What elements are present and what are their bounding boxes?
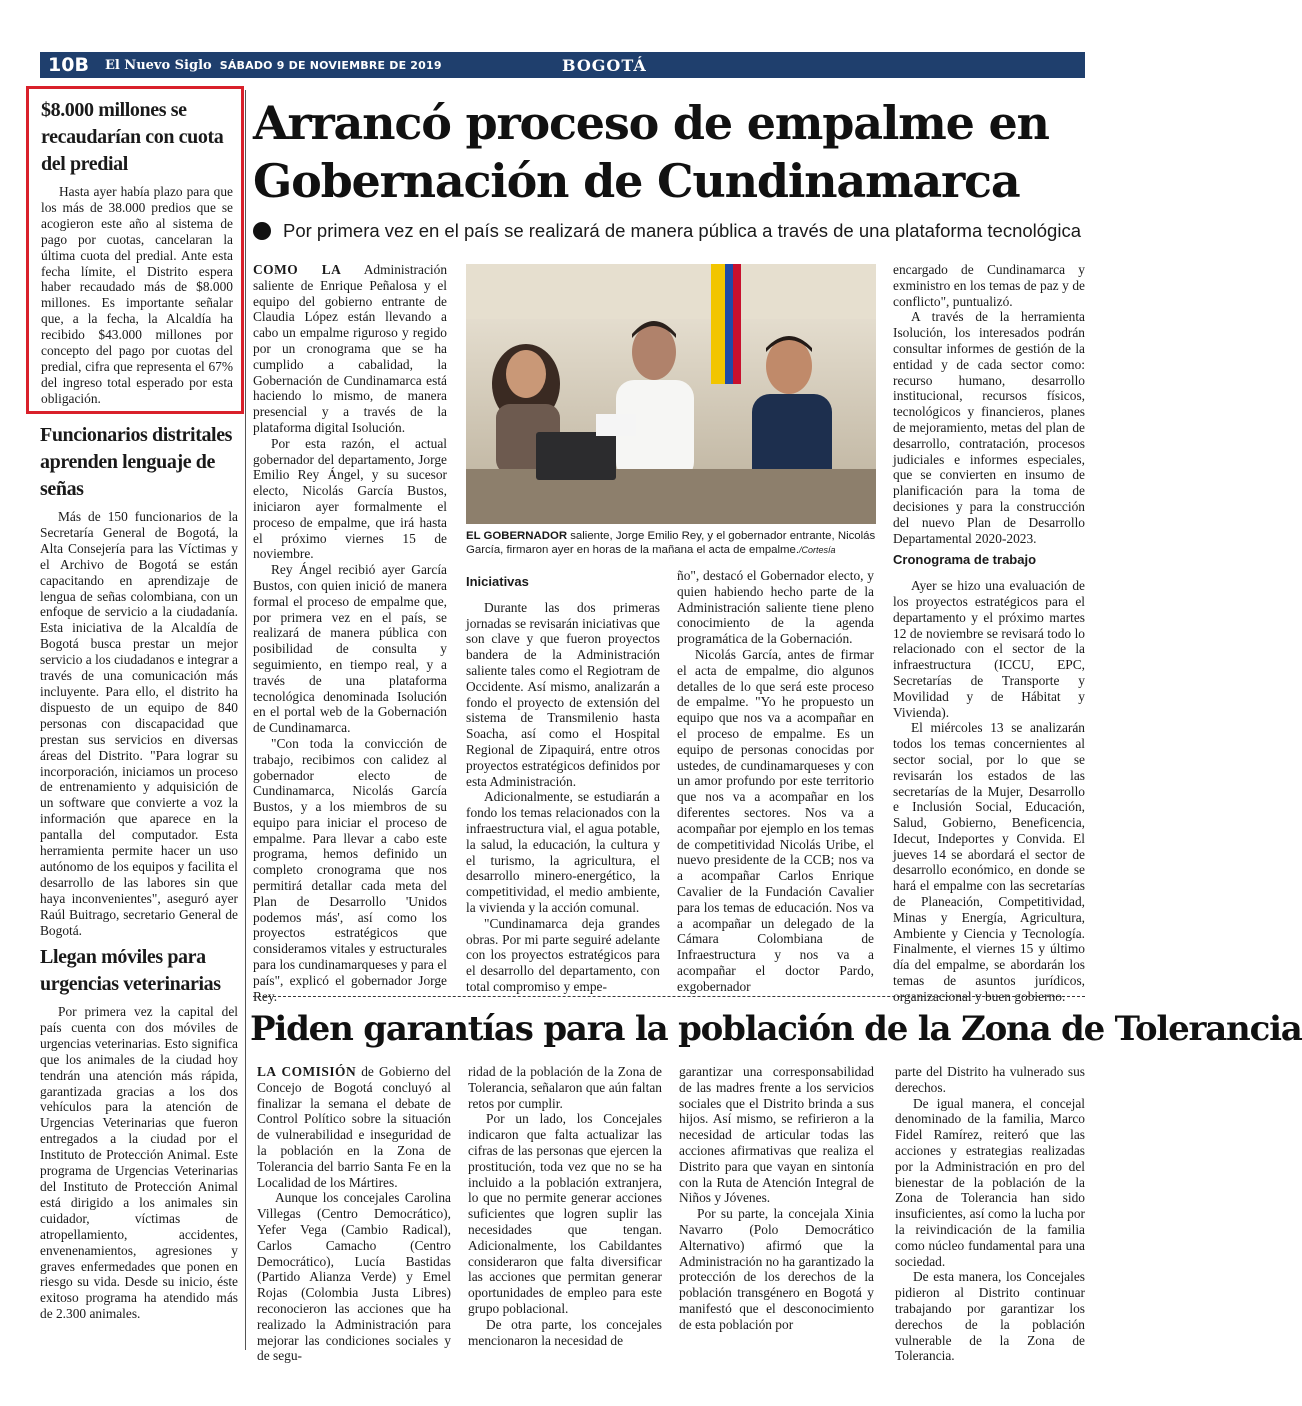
brief-title: Llegan móviles para urgencias veterinarias xyxy=(40,946,221,995)
bullet-icon xyxy=(253,222,271,240)
article-deck xyxy=(253,220,1083,242)
paragraph: El miércoles 13 se analizarán todos los temas concernientes al sector social, por lo que se revisarán los estados de las secretarías de la Mujer, Desarrollo e Inclusión Social, Educación, Salud, Gobierno, Beneficencia, Idecut, Indeportes y Convida. El jueves 14 se abordará el sector de desarrollo económico, en donde se hará el empalme con las secretarías de Planeación, Competitividad, Minas y Energía, Agricultura, Ambiente y Ciencia y Tecnología. Finalmente, el viernes 15 y último día del empalme, se abordarán los temas de asuntos jurídicos, organizacional y buen gobierno. xyxy=(893,720,1085,1004)
subhead: Cronograma de trabajo xyxy=(893,552,1037,568)
brief-text: Por primera vez la capital del país cuenta con dos móviles de urgencias veterinarias. Esto significa que los animales de la ciudad hoy tendrán una atención más rápida, garantizada gracias a los dos vehículos para la atención de Urgencias Veterinarias que fueron entregados a la ciudad por el Instituto de Protección Animal. Este programa de Urgencias Veterinarias del Instituto de Protección Animal está dirigido a los animales sin cuidador, víctimas de atropellamiento, accidentes, envenenamientos, agresiones y graves enfermedades que ponen en riesgo su vida. Desde su inicio, éste exitoso programa ha atendido más de 2.300 animales. xyxy=(40,1004,238,1322)
deck-text: Por primera vez en el país se realizará de manera pública a través de una plataforma tecnológica xyxy=(283,220,1081,241)
article2-column-4 xyxy=(895,1064,1085,1364)
article-column-3 xyxy=(677,568,874,995)
article-column-4 xyxy=(893,262,1085,1005)
section-divider xyxy=(253,996,1085,997)
paragraph: A través de la herramienta Isolución, los interesados podrán consultar informes de gestión de la entidad y de cada sector como: recurso humano, desarrollo institucional, recursos físicos, tecnológicos y financieros, planes de mejoramiento, metas del plan de desarrollo, contratación, procesos judiciales e informes especiales, que se convierten en insumo de planificación para la toma de decisiones y para la construcción del nuevo Plan de Desarrollo Departamental 2020-2023. xyxy=(893,309,1085,546)
caption-lead: EL GOBERNADOR xyxy=(466,530,568,542)
paragraph: Por esta razón, el actual gobernador del departamento, Jorge Emilio Rey Ángel, y su sucesor electo, Nicolás García Bustos, iniciaron ayer formalmente el proceso de empalme, que irá hasta el próximo viernes 15 de noviembre. xyxy=(253,435,447,562)
paragraph: ridad de la población de la Zona de Tolerancia, señalaron que aún faltan retos por cumplir. xyxy=(468,1064,662,1111)
photo-illustration xyxy=(466,264,876,524)
paragraph: Aunque los concejales Carolina Villegas (Centro Democrático), Yefer Vega (Cambio Radical), Carlos Camacho (Centro Democrático), Lucía Bastidas (Partido Alianza Verde) y Emel Rojas (Colombia Justa Libres) reconocieron las acciones que ha realizado la Administración para mejorar las condiciones sociales y de segu- xyxy=(257,1190,451,1364)
paragraph: Por un lado, los Concejales indicaron que falta actualizar las cifras de las personas que ejercen la prostitución, toda vez que no se ha incluido a la población extranjera, lo que no permite generar acciones suficientes que logren suplir las necesidades que tengan. Adicionalmente, los Cabildantes consideraron que falta diversificar las acciones que permitan generar oportunidades de empleo para este grupo poblacional. xyxy=(468,1111,662,1316)
paragraph: Adicionalmente, se estudiarán a fondo los temas relacionados con la infraestructura vial, el agua potable, la salud, la educación, la cultura y el turismo, la agricultura, el desarrollo minero-energético, la competitividad, el medio ambiente, la vivienda y la acción comunal. xyxy=(466,789,660,915)
paragraph: "Con toda la convicción de trabajo, recibimos con calidez al gobernador electo de Cundinamarca, Nicolás García Bustos, y a los miembros de su equipo para iniciar el proceso de empalme. Para llevar a cabo este programa, hemos definido un completo cronograma que nos permitirá detallar cada meta del Plan de Desarrollo 'Unidos podemos más', así como los proyectos estratégicos que consideramos vitales y estructurales para los cundinamarqueses y para el país", explicó el gobernador Jorge Rey. xyxy=(253,735,447,1004)
lead-in: COMO LA xyxy=(253,262,342,277)
article-headline: Arrancó proceso de empalme en Gobernación de Cundinamarca xyxy=(253,96,1049,208)
issue-date: SÁBADO 9 DE NOVIEMBRE DE 2019 xyxy=(219,58,442,72)
article2-column-2 xyxy=(468,1064,662,1348)
photo-credit: /Cortesía xyxy=(799,545,836,555)
photo-caption xyxy=(466,529,876,557)
brief-lenguaje-senas xyxy=(40,422,238,938)
brief-predial xyxy=(26,86,244,414)
article2-column-1 xyxy=(257,1064,451,1364)
column-divider xyxy=(245,90,246,1350)
article-column-2 xyxy=(466,568,660,995)
article-headline-2: Piden garantías para la población de la Zona de Tolerancia xyxy=(250,1009,1302,1049)
paragraph: parte del Distrito ha vulnerado sus derechos. xyxy=(895,1064,1085,1095)
brief-title: Funcionarios distritales aprenden lenguaje de señas xyxy=(40,424,233,500)
brief-text: Más de 150 funcionarios de la Secretaría General de Bogotá, la Alta Consejería para las Víctimas y el Archivo de Bogotá se están capacitando en aprendizaje de lengua de señas colombiana, con un enfoque de servicio a la ciudadanía. Esta iniciativa de la Alcaldía de Bogotá busca prestar un mejor servicio a los ciudadanos e integrar a través de una comunicación más incluyente. Para ello, el distrito ha dispuesto de un equipo de 840 personas con discapacidad que prestan sus servicios en diversas áreas del Distrito. "Para lograr su incorporación, iniciamos un proceso de entrenamiento y adquisición de un software que convierte a voz la información que aparece en la pantalla del computador. Esta herramienta permite hacer un uso autónomo de los equipos y facilita el desarrollo de las labores sin que haya inconvenientes", aseguró ayer Raúl Buitrago, secretario General de Bogotá. xyxy=(40,509,238,938)
paragraph: Durante las dos primeras jornadas se revisarán iniciativas que son clave y que fueron proyectos bandera de la Administración saliente tales como el Regiotram de Occidente. Así mismo, analizarán a fondo el proyecto de extensión del sistema de Transmilenio hasta Soacha, así como el Hospital Regional de Zipaquirá, entre otros proyectos estratégicos definidos por esta Administración. xyxy=(466,599,660,789)
paragraph: ño", destacó el Gobernador electo, y quien habiendo hecho parte de la Administración saliente tiene pleno conocimiento de la agenda programática de la Gobernación. xyxy=(677,568,874,647)
paragraph: De esta manera, los Concejales pidieron al Distrito continuar trabajando por garantizar los derechos de la población vulnerable de la Zona de Tolerancia. xyxy=(895,1269,1085,1364)
paragraph: Nicolás García, antes de firmar el acta de empalme, dio algunos detalles de lo que será este proceso de empalme. "Yo he propuesto un equipo que nos va a acompañar en el proceso de empalme. Es un equipo de personas conocidas por ustedes, de cundinamarqueses y con un amor profundo por este territorio que nos va a acompañar en los diferentes sectores. Nos va a acompañar por ejemplo en los temas de competitividad Nicolás Uribe, el nuevo presidente de la CCB; nos va a acompañar Carlos Enrique Cavalier de la Fundación Cavalier para los temas de educación. Nos va a acompañar un delegado de la Cámara Colombiana de Infraestructura y nos va a acompañar el doctor Pardo, exgobernador xyxy=(677,646,874,994)
paragraph: Rey Ángel recibió ayer García Bustos, con quien inició de manera formal el proceso de empalme que, por primera vez en el país, se realizará de manera pública con posibilidad de consulta y seguimiento, en tiempo real, y a través de una plataforma tecnológica denominada Isolución en el portal web de la Gobernación de Cundinamarca. xyxy=(253,562,447,736)
article-photo xyxy=(466,264,876,524)
paragraph: De otra parte, los concejales mencionaron la necesidad de xyxy=(468,1316,662,1348)
article2-column-3 xyxy=(679,1064,874,1333)
paragraph: garantizar una corresponsabilidad de las madres frente a los servicios sociales que el Distrito brinda a sus hijos. Así mismo, se refirieron a la necesidad de articular todas las acciones afirmativas que realiza el Distrito para que vayan en sintonía con la Ruta de Atención Integral de Niños y Jóvenes. xyxy=(679,1064,874,1206)
section-name: BOGOTÁ xyxy=(562,55,647,75)
paragraph: LA COMISIÓN de Gobierno del Concejo de Bogotá concluyó al finalizar la semana el debate de Control Político sobre la situación de vulnerabilidad e inseguridad de la población en la Zona de Tolerancia del barrio Santa Fe en la Localidad de los Mártires. xyxy=(257,1064,451,1190)
subhead: Iniciativas xyxy=(466,574,529,589)
page-number: 10B xyxy=(48,54,89,76)
paragraph: encargado de Cundinamarca y exministro en los temas de paz y de conflicto", puntualizó. xyxy=(893,262,1085,309)
publication-name: El Nuevo Siglo xyxy=(104,57,212,73)
paragraph: Por su parte, la concejala Xinia Navarro (Polo Democrático Alternativo) afirmó que la Administración no ha garantizado la protección de los derechos de la población transgénero en Bogotá y manifestó que el desconocimiento de esta población por xyxy=(679,1206,874,1332)
brief-moviles-veterinarias xyxy=(40,944,238,1322)
article-column-1 xyxy=(253,262,447,1004)
paragraph: COMO LA Administración saliente de Enrique Peñalosa y el equipo del gobierno entrante de Claudia López están llevando a cabo un empalme riguroso y regido por un cronograma que se ha cumplido a cabalidad, la Gobernación de Cundinamarca está haciendo lo mismo, de manera presencial y a través de la plataforma digital Isolución. xyxy=(253,262,448,435)
brief-title: $8.000 millones se recaudarían con cuota del predial xyxy=(41,99,224,175)
masthead-bar xyxy=(40,52,1085,78)
caption-text: saliente, Jorge Emilio Rey, y el gobernador entrante, Nicolás García, firmaron ayer en horas de la mañana el acta de empalme. xyxy=(466,530,876,556)
lead-in: LA COMISIÓN xyxy=(257,1064,357,1079)
paragraph: "Cundinamarca deja grandes obras. Por mi parte seguiré adelante con los proyectos estratégicos para el desarrollo del departamento, con total compromiso y empe- xyxy=(466,915,660,994)
paragraph: De igual manera, el concejal denominado de la familia, Marco Fidel Ramírez, reiteró que las acciones y estrategias realizadas por la Administración en pro del bienestar de la población de la Zona de Tolerancia han sido insuficientes, así como la lucha por la reivindicación de la familia como núcleo fundamental para una sociedad. xyxy=(895,1095,1085,1269)
paragraph: Ayer se hizo una evaluación de los proyectos estratégicos para el departamento y el próximo martes 12 de noviembre se revisará todo lo relacionado con el sector de la infraestructura (ICCU, EPC, Secretarías de Transporte y Movilidad y de Hábitat y Vivienda). xyxy=(893,578,1085,720)
brief-text: Hasta ayer había plazo para que los más de 38.000 predios que se acogieron este año al sistema de pago por cuotas, cancelaran la última cuota del predial. Ante esta fecha límite, el Distrito espera haber recaudado más de $8.000 millones. Es importante señalar que, a la fecha, la Alcaldía ha recibido $43.000 millones por concepto del pago por cuotas del predial, cifra que representa el 67% del ingreso total esperado por esta obligación. xyxy=(41,184,233,406)
